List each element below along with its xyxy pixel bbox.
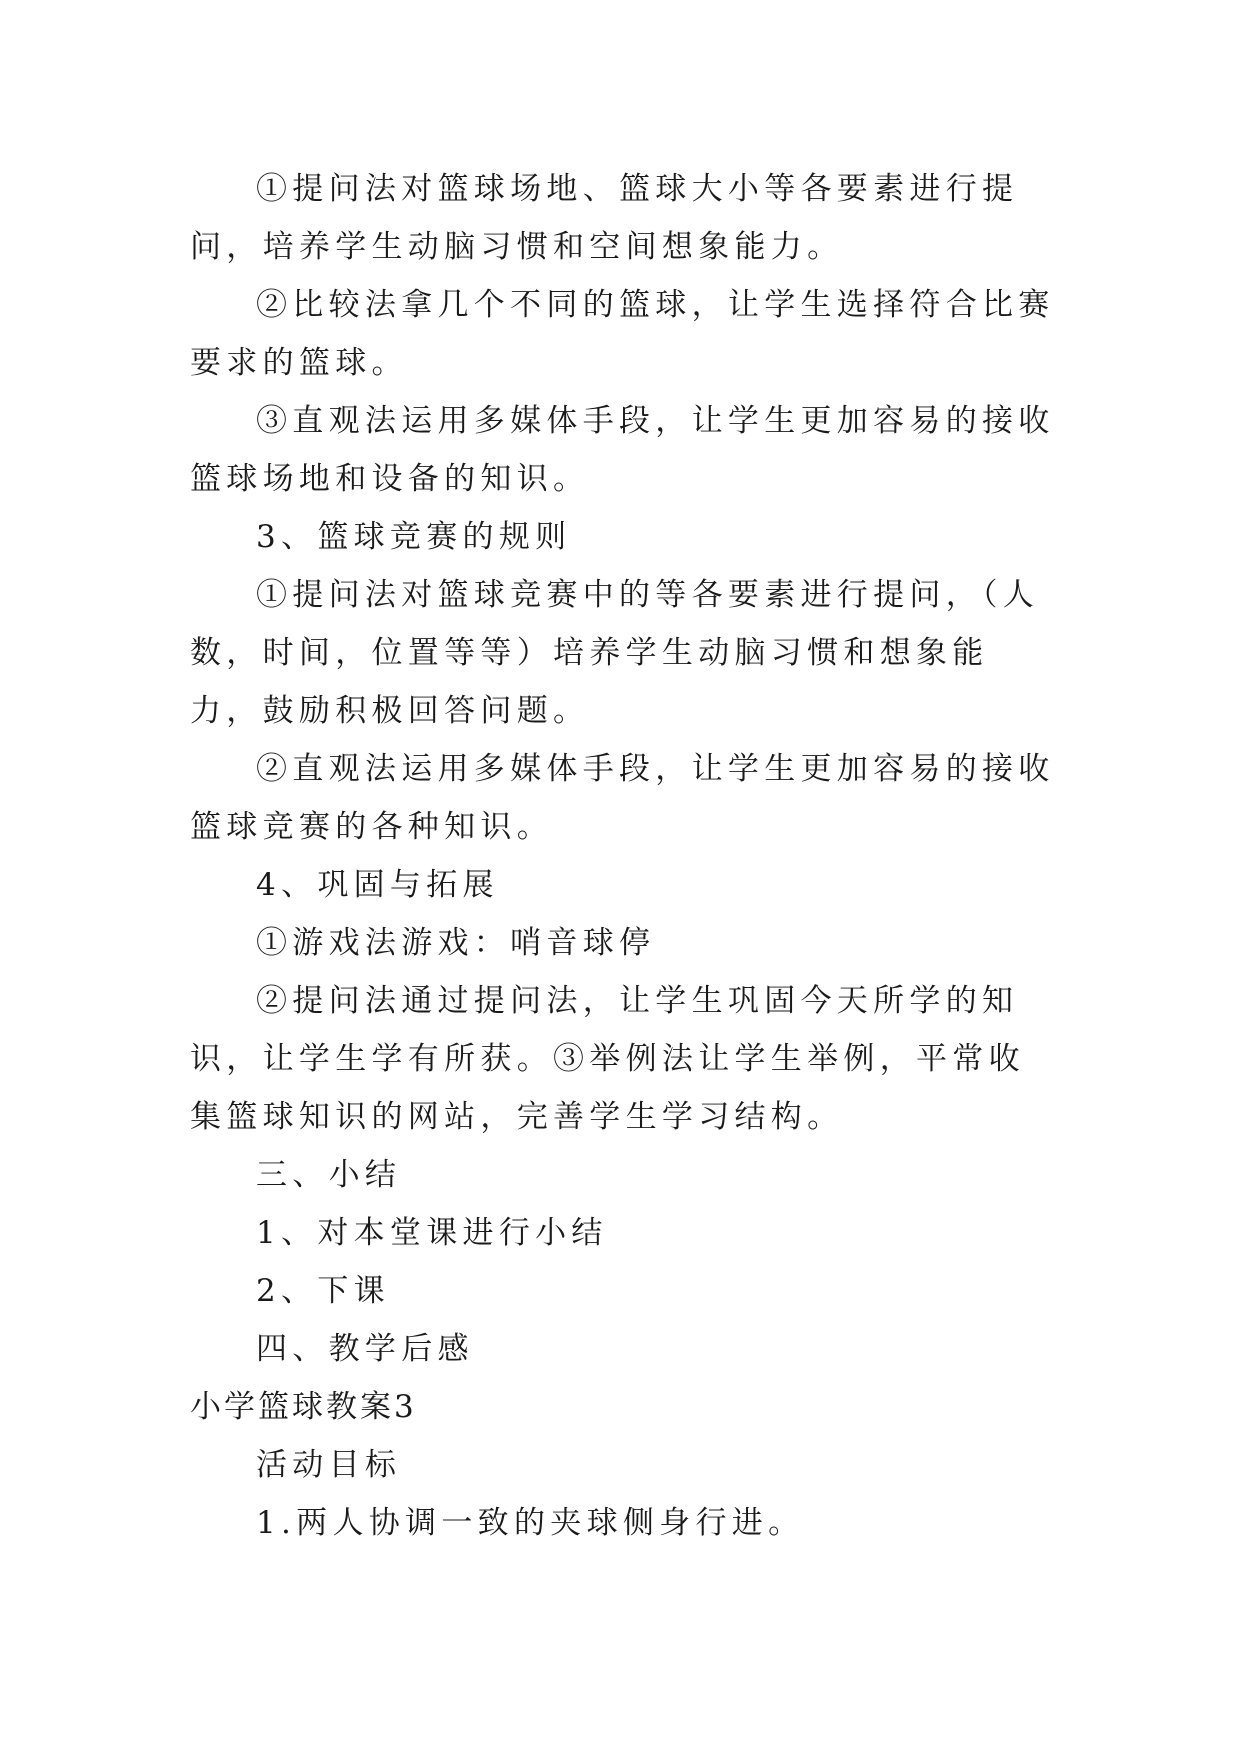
paragraph-comparison-method: ②比较法拿几个不同的篮球，让学生选择符合比赛要求的篮球。 — [190, 287, 1055, 381]
paragraph-visual-method-rules: ②直观法运用多媒体手段，让学生更加容易的接收篮球竞赛的各种知识。 — [190, 751, 1055, 845]
paragraph-questioning-consolidation: ②提问法通过提问法，让学生巩固今天所学的知识，让学生学有所获。③举例法让学生举例，平常收集篮球知识的网站，完善学生学习结构。 — [190, 983, 1025, 1135]
paragraph-questioning-rules: ①提问法对篮球竞赛中的等各要素进行提问，（人数，时间，位置等等）培养学生动脑习惯和想象能力，鼓励积极回答问题。 — [190, 577, 1040, 729]
paragraph-questioning-venue: ①提问法对篮球场地、篮球大小等各要素进行提问，培养学生动脑习惯和空间想象能力。 — [190, 171, 1019, 265]
list-item-objective-1: 1.两人协调一致的夹球侧身行进。 — [256, 1505, 805, 1541]
section-heading-summary: 三、小结 — [256, 1157, 402, 1193]
document-body — [190, 160, 1060, 1552]
section-heading-rules: 3、篮球竞赛的规则 — [256, 519, 572, 555]
list-item-dismiss: 2、下课 — [256, 1273, 390, 1309]
section-heading-objectives: 活动目标 — [256, 1447, 402, 1483]
paragraph-game-method: ①游戏法游戏：哨音球停 — [256, 925, 656, 961]
document-heading-lesson-plan-3: 小学篮球教案3 — [190, 1389, 417, 1425]
list-item-summary: 1、对本堂课进行小结 — [256, 1215, 608, 1251]
section-heading-consolidation: 4、巩固与拓展 — [256, 867, 499, 903]
section-heading-reflection: 四、教学后感 — [256, 1331, 474, 1367]
paragraph-visual-method-venue: ③直观法运用多媒体手段，让学生更加容易的接收篮球场地和设备的知识。 — [190, 403, 1055, 497]
